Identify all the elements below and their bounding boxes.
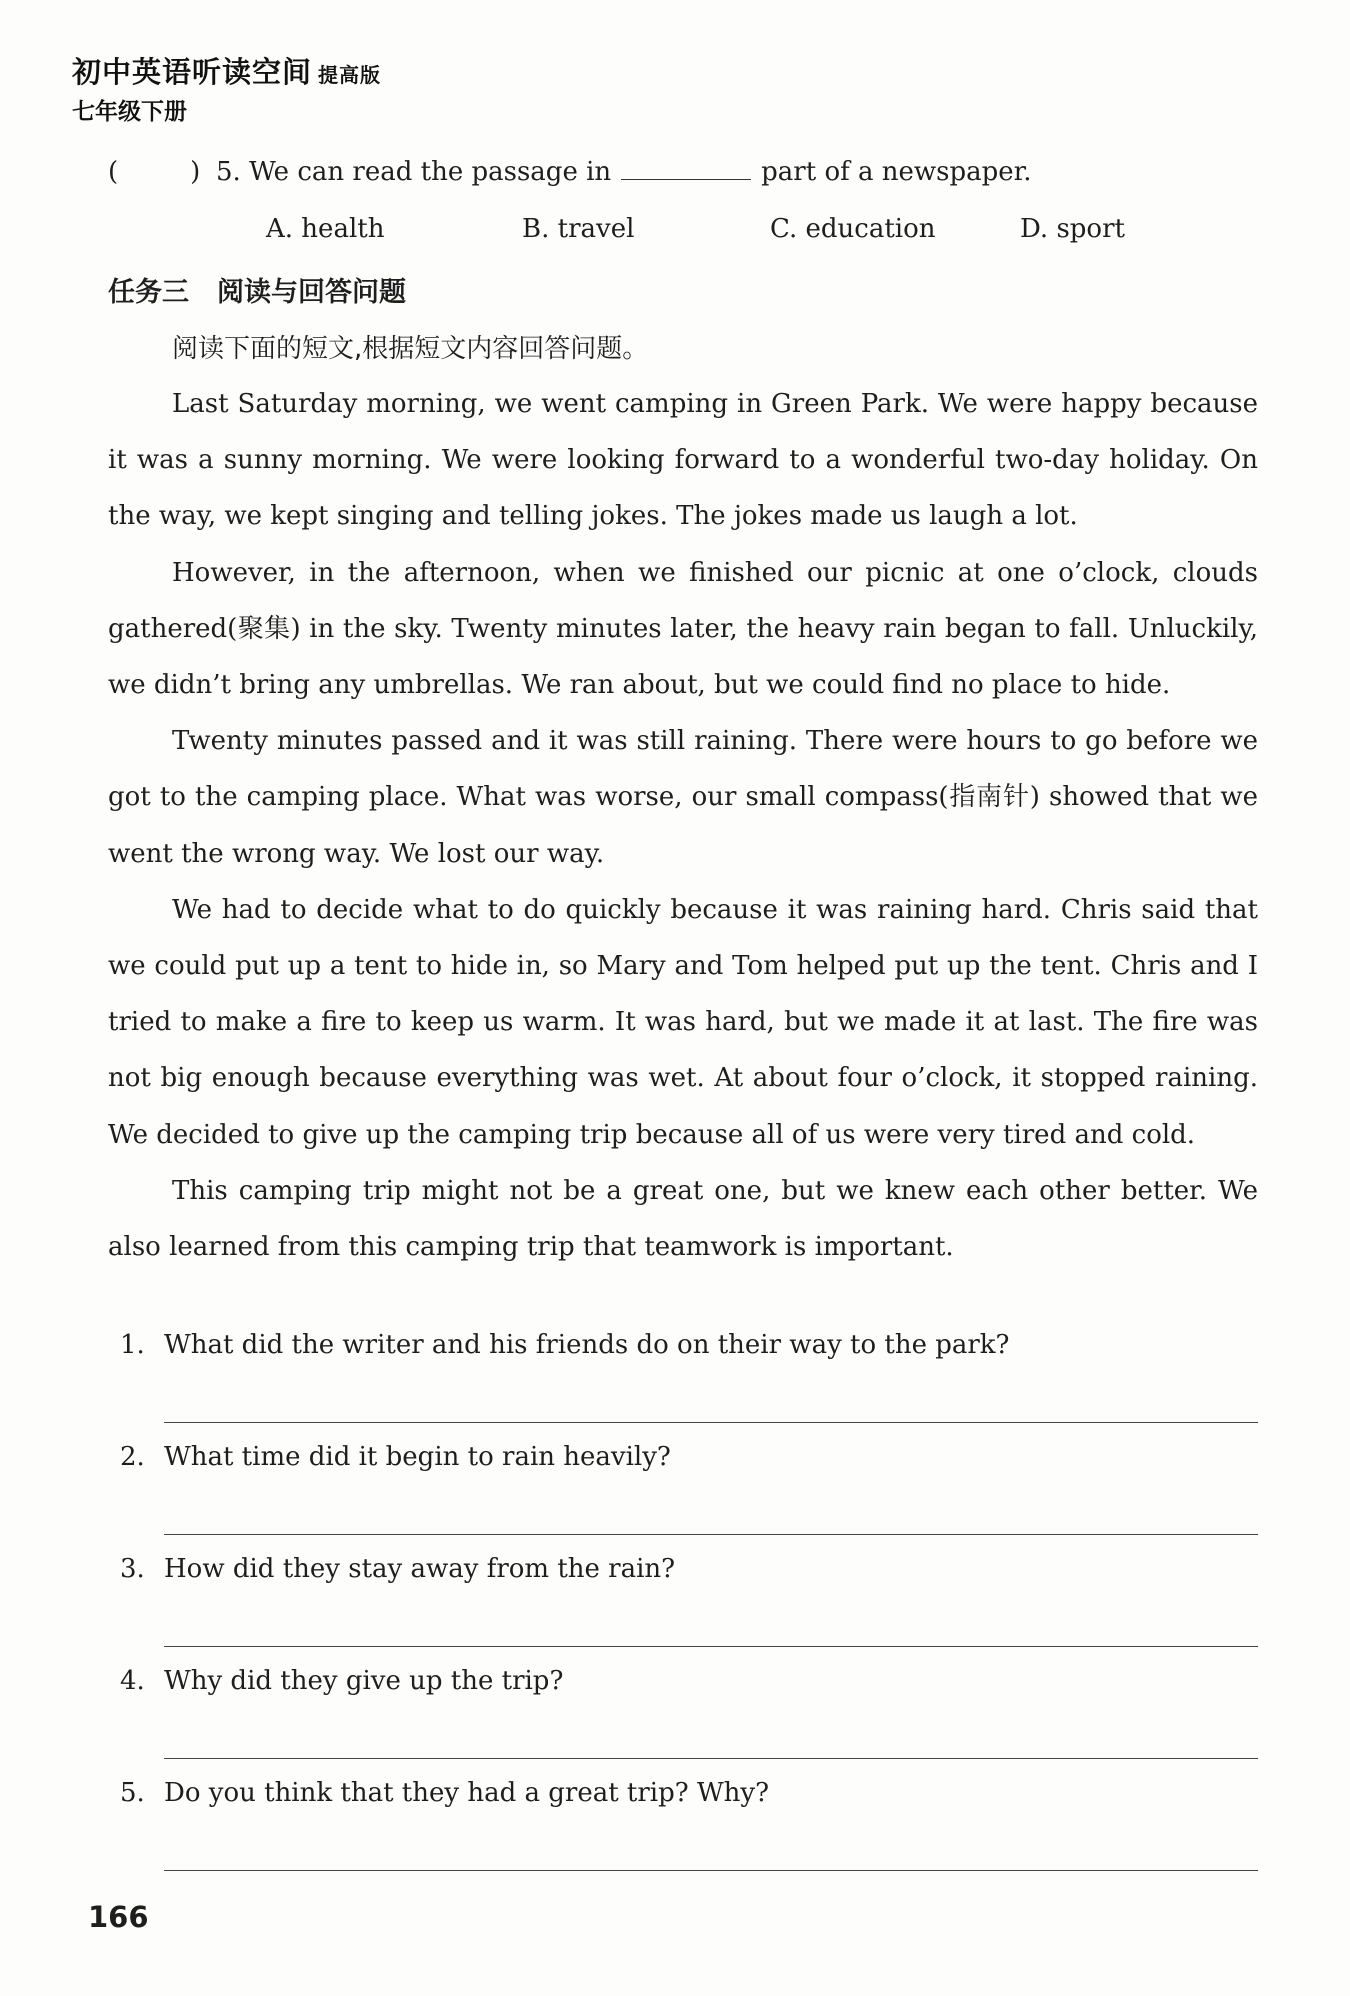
option-c[interactable]: C. education <box>770 214 936 244</box>
option-b[interactable]: B. travel <box>522 214 635 244</box>
question-item <box>120 1442 1258 1554</box>
question-item <box>120 1778 1258 1890</box>
paragraph: However, in the afternoon, when we finished our picnic at one o’clock, clouds gathered(聚集) in the sky. Twenty minutes later, the heavy rain began to fall. Unluckily, we didn’t bring any umbrellas. We ran about, but we could find no place to hide. <box>108 557 1258 701</box>
question-5-stem: 5. We can read the passage in <box>216 157 612 187</box>
question-text: Do you think that they had a great trip? Why? <box>164 1778 770 1808</box>
question-5 <box>108 157 1032 187</box>
option-d[interactable]: D. sport <box>1020 214 1125 244</box>
paragraph: We had to decide what to do quickly because it was raining hard. Chris said that we could put up a tent to hide in, so Mary and Tom helped put up the tent. Chris and I tried to make a fire to keep us warm. It was hard, but we made it at last. The fire was not big enough because everything was wet. At about four o’clock, it stopped raining. We decided to give up the camping trip because all of us were very tired and cold. <box>108 894 1258 1150</box>
option-a[interactable]: A. health <box>266 214 385 244</box>
question-number: 5. <box>120 1778 145 1808</box>
paragraph: Twenty minutes passed and it was still raining. There were hours to go before we got to the camping place. What was worse, our small compass(指南针) showed that we went the wrong way. We lost our way. <box>108 726 1258 869</box>
question-list <box>120 1330 1258 1890</box>
page-number: 166 <box>88 1900 149 1934</box>
question-item <box>120 1554 1258 1666</box>
grade-label: 七年级下册 <box>72 99 187 125</box>
question-number: 4. <box>120 1666 145 1696</box>
reading-passage <box>108 376 1258 1275</box>
question-number: 3. <box>120 1554 145 1584</box>
task-heading: 任务三 阅读与回答问题 <box>108 277 406 308</box>
fill-blank[interactable] <box>621 179 751 180</box>
edition-label: 提高版 <box>318 63 382 87</box>
answer-line[interactable] <box>164 1534 1258 1535</box>
question-5-stem-end: part of a newspaper. <box>761 157 1032 187</box>
question-number: 2. <box>120 1442 145 1472</box>
answer-line[interactable] <box>164 1758 1258 1759</box>
question-item <box>120 1666 1258 1778</box>
question-text: What did the writer and his friends do on their way to the park? <box>164 1330 1010 1360</box>
paragraph: Last Saturday morning, we went camping in Green Park. We were happy because it was a sunny morning. We were looking forward to a wonderful two-day holiday. On the way, we kept singing and telling jokes. The jokes made us laugh a lot. <box>108 389 1258 532</box>
paragraph: This camping trip might not be a great one, but we knew each other better. We also learned from this camping trip that teamwork is important. <box>108 1175 1258 1263</box>
answer-line[interactable] <box>164 1646 1258 1647</box>
question-number: 1. <box>120 1330 145 1360</box>
answer-line[interactable] <box>164 1870 1258 1871</box>
answer-line[interactable] <box>164 1422 1258 1423</box>
question-text: What time did it begin to rain heavily? <box>164 1442 671 1472</box>
question-item <box>120 1330 1258 1442</box>
question-text: How did they stay away from the rain? <box>164 1554 676 1584</box>
book-title: 初中英语听读空间 提高版 <box>72 55 382 89</box>
question-text: Why did they give up the trip? <box>164 1666 564 1696</box>
instruction: 阅读下面的短文,根据短文内容回答问题。 <box>172 334 649 364</box>
answer-bracket[interactable]: ( ) <box>108 157 201 187</box>
